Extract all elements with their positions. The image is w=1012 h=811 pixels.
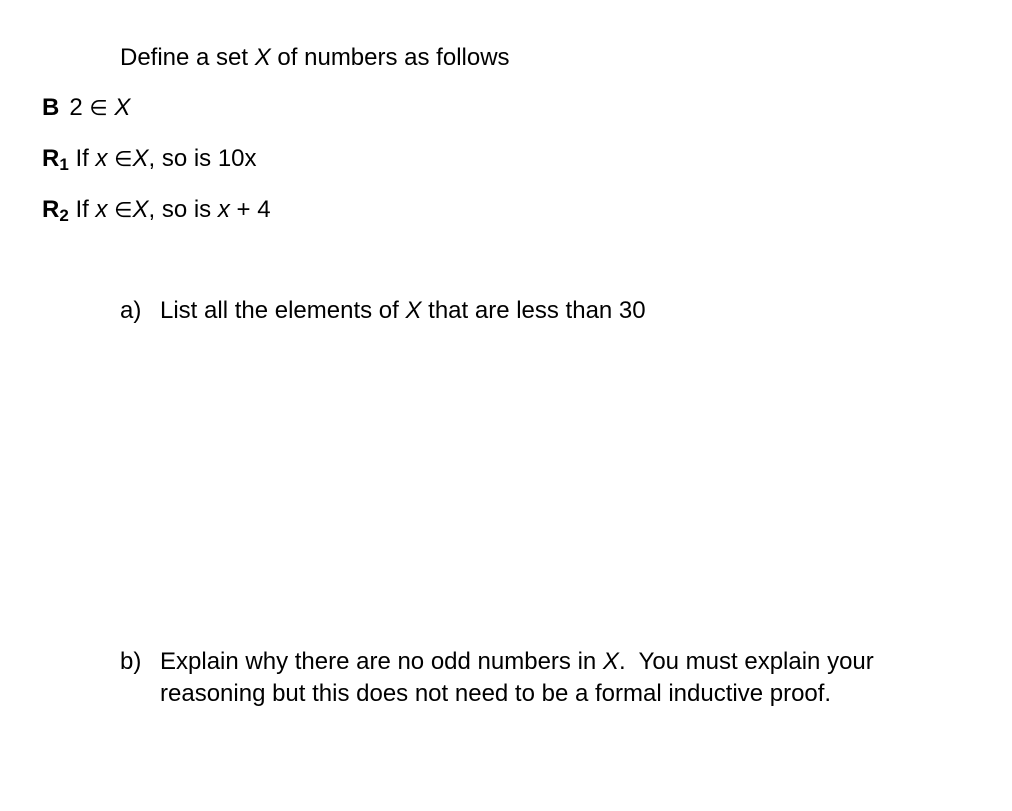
intro-var: X xyxy=(254,44,271,71)
rule2-tail: + 4 xyxy=(229,196,271,223)
rule1-label: R xyxy=(42,145,60,172)
rule2-var-x: x xyxy=(95,196,108,223)
intro-suffix: of numbers as follows xyxy=(270,44,510,71)
base-var: X xyxy=(114,94,131,121)
question-b-var: X xyxy=(602,648,619,675)
rule-1 xyxy=(42,144,257,176)
element-of-symbol: ∈ xyxy=(89,97,108,120)
question-b-marker: b) xyxy=(120,648,142,675)
question-a-prefix: List all the elements of xyxy=(160,297,406,324)
base-label: B xyxy=(42,94,60,121)
element-of-symbol: ∈ xyxy=(114,199,133,222)
element-of-symbol: ∈ xyxy=(114,148,133,171)
rule2-label: R xyxy=(42,196,60,223)
question-b-prefix: Explain why there are no odd numbers in xyxy=(160,648,603,675)
question-b-continuation: reasoning but this does not need to be a formal inductive proof. xyxy=(160,680,832,707)
question-a xyxy=(120,296,646,326)
question-b-suffix: . You must explain your xyxy=(618,648,874,675)
base-value: 2 xyxy=(69,94,83,121)
question-a-marker: a) xyxy=(120,297,142,324)
rule2-var-x2: x xyxy=(217,196,230,223)
rule1-subscript: 1 xyxy=(59,155,69,174)
rule1-var-x: x xyxy=(95,145,108,172)
question-a-suffix: that are less than 30 xyxy=(421,297,646,324)
rule1-tail: , so is 10x xyxy=(148,145,257,172)
rule2-var-X: X xyxy=(132,196,149,223)
intro-line xyxy=(120,43,510,73)
base-case xyxy=(42,93,130,124)
rule2-subscript: 2 xyxy=(59,206,69,225)
rule1-if: If xyxy=(75,145,96,172)
rule2-if: If xyxy=(75,196,96,223)
rule-2 xyxy=(42,195,271,227)
rule1-var-X: X xyxy=(132,145,149,172)
question-b-line-2 xyxy=(160,679,831,709)
rule2-mid: , so is xyxy=(148,196,218,223)
question-a-var: X xyxy=(405,297,422,324)
question-b-line-1 xyxy=(120,647,874,677)
intro-prefix: Define a set xyxy=(120,44,255,71)
